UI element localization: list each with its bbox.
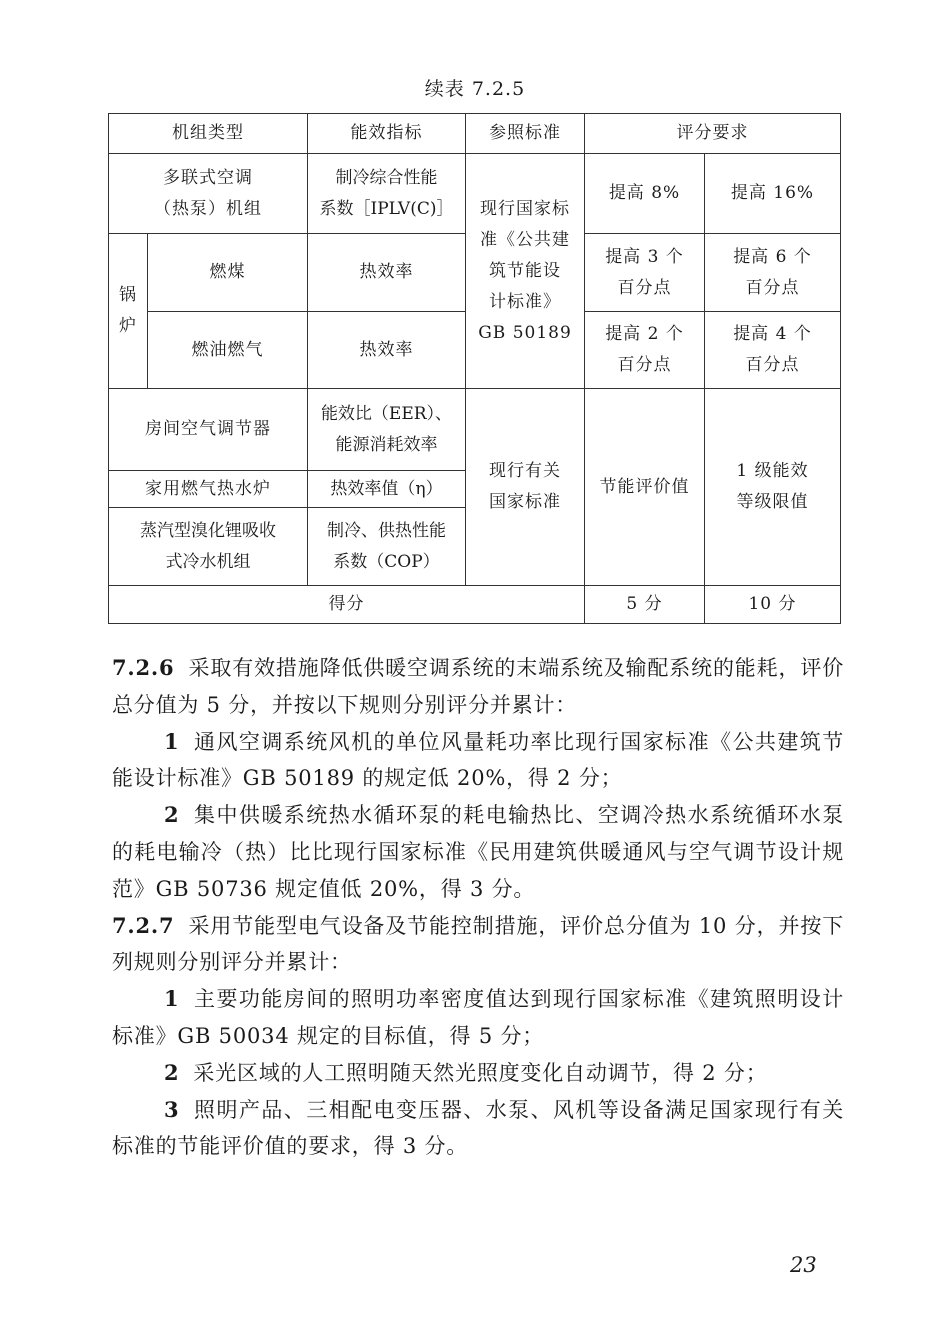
energy-efficiency-table	[108, 113, 841, 624]
cell-fuel-type: 燃油燃气	[148, 312, 308, 389]
item-number: 2	[164, 1059, 180, 1085]
cell-requirement: 节能评价值	[585, 389, 705, 586]
clause-number: 7.2.7	[112, 912, 175, 938]
cell-unit-type: 多联式空调 （热泵）机组	[109, 154, 308, 234]
cell-score: 10 分	[705, 586, 841, 624]
cell-metric: 制冷综合性能 系数［IPLV(C)］	[308, 154, 466, 234]
table-row	[109, 389, 841, 471]
table-header-row	[109, 114, 841, 154]
page-number: 23	[790, 1253, 817, 1277]
item-number: 1	[164, 728, 180, 754]
cell-metric: 制冷、供热性能 系数（COP）	[308, 508, 466, 586]
cell-reference-standard: 现行国家标 准《公共建 筑节能设 计标准》 GB 50189	[466, 154, 585, 389]
table-row	[109, 154, 841, 234]
clause-item: 3 照明产品、三相配电变压器、水泵、风机等设备满足国家现行有关标准的节能评价值的要求，得 3 分。	[112, 1096, 844, 1159]
item-number: 1	[164, 986, 180, 1012]
cell-requirement: 提高 16%	[705, 154, 841, 234]
clause-item: 2 集中供暖系统热水循环泵的耗电输热比、空调冷热水系统循环水泵的耗电输冷（热）比比现行国家标准《民用建筑供暖通风与空气调节设计规范》GB 50736 规定值低 20%，得 3 分。	[112, 802, 844, 901]
cell-requirement: 1 级能效 等级限值	[705, 389, 841, 586]
clause-paragraph: 7.2.6 采取有效措施降低供暖空调系统的末端系统及输配系统的能耗，评价总分值为 5 分，并按以下规则分别评分并累计：	[112, 655, 844, 717]
header-scoring-requirement: 评分要求	[585, 114, 841, 154]
cell-unit-type: 蒸汽型溴化锂吸收 式冷水机组	[109, 508, 308, 586]
cell-unit-type: 家用燃气热水炉	[109, 471, 308, 508]
cell-score-label: 得分	[109, 586, 585, 624]
cell-requirement: 提高 3 个 百分点	[585, 234, 705, 312]
clause-item: 2 采光区域的人工照明随天然光照度变化自动调节，得 2 分；	[164, 1059, 768, 1085]
cell-metric: 热效率	[308, 234, 466, 312]
cell-requirement: 提高 2 个 百分点	[585, 312, 705, 389]
item-number: 2	[164, 802, 180, 828]
cell-reference-standard: 现行有关 国家标准	[466, 389, 585, 586]
header-efficiency-metric: 能效指标	[308, 114, 466, 154]
body-text	[112, 650, 844, 1165]
clause-item: 1 通风空调系统风机的单位风量耗功率比现行国家标准《公共建筑节能设计标准》GB 50189 的规定低 20%，得 2 分；	[112, 728, 844, 791]
cell-requirement: 提高 6 个 百分点	[705, 234, 841, 312]
clause-paragraph: 7.2.7 采用节能型电气设备及节能控制措施，评价总分值为 10 分，并按下列规则分别评分并累计：	[112, 912, 844, 975]
table-caption: 续表 7.2.5	[424, 78, 526, 100]
cell-metric: 热效率	[308, 312, 466, 389]
cell-requirement: 提高 8%	[585, 154, 705, 234]
cell-metric: 能效比（EER）、 能源消耗效率	[308, 389, 466, 471]
item-number: 3	[164, 1096, 180, 1122]
cell-metric: 热效率值（η）	[308, 471, 466, 508]
cell-fuel-type: 燃煤	[148, 234, 308, 312]
cell-requirement: 提高 4 个 百分点	[705, 312, 841, 389]
cell-unit-type: 房间空气调节器	[109, 389, 308, 471]
cell-boiler-label: 锅 炉	[109, 234, 148, 389]
cell-score: 5 分	[585, 586, 705, 624]
header-unit-type: 机组类型	[109, 114, 308, 154]
table-score-row	[109, 586, 841, 624]
clause-item: 1 主要功能房间的照明功率密度值达到现行国家标准《建筑照明设计标准》GB 50034 规定的目标值，得 5 分；	[112, 986, 844, 1048]
header-reference-standard: 参照标准	[466, 114, 585, 154]
clause-number: 7.2.6	[112, 655, 175, 680]
